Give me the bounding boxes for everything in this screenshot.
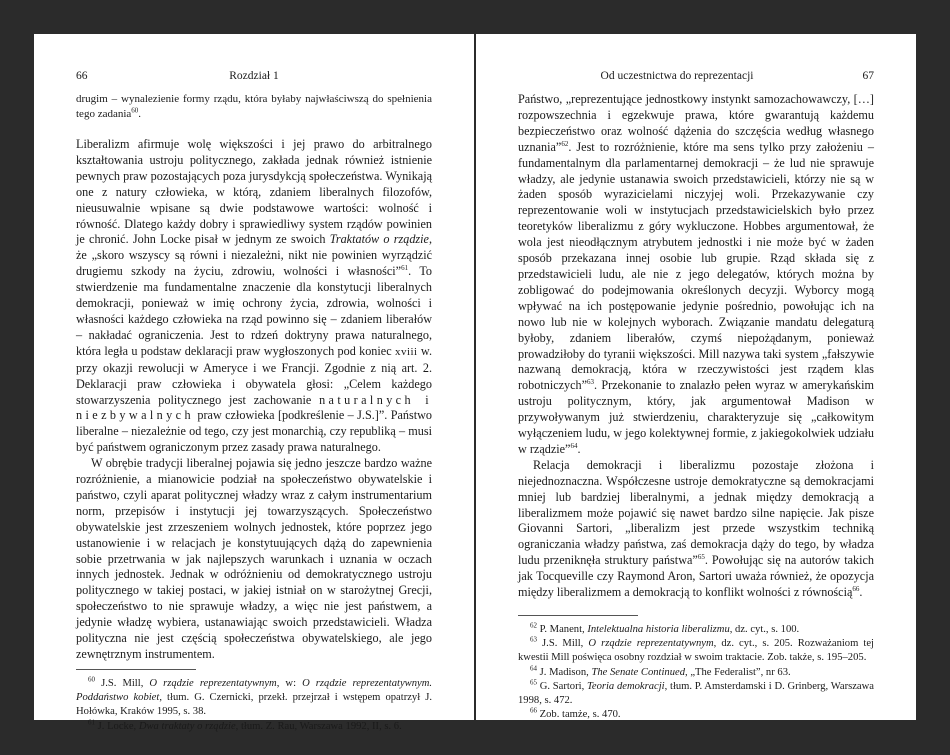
footnote-62: $^{62}$ P. Manent, Intelektualna historia liberalizmu, dz. cyt., s. 100. — [530, 621, 800, 635]
running-title-left: Rozdział 1 — [229, 70, 279, 82]
left-page — [34, 34, 474, 732]
footnote-65: $^{65}$ G. Sartori, Teoria demokracji, tłum. P. Amsterdamski i D. Grinberg, Warszawa 1998, s. 472. — [518, 678, 874, 707]
footnote-ref-66[interactable]: 66 — [852, 585, 860, 594]
footnote-ref-62[interactable]: 62 — [561, 139, 569, 148]
page-number-left: 66 — [76, 70, 88, 82]
footnotes-right — [518, 623, 874, 722]
footnote-63: $^{63}$ J.S. Mill, O rządzie reprezentatywnym, dz. cyt., s. 205. Rozważaniom tej kwestii Mill poświęca osobny rozdział w swoim traktacie. Zob. także, s. 195–205. — [518, 635, 874, 664]
footnote-64: $^{64}$ J. Madison, The Senate Continued, „The Federalist”, nr 63. — [530, 664, 791, 678]
footnote-ref-64[interactable]: 64 — [570, 441, 578, 450]
paragraph-civil-society: W obrębie tradycji liberalnej pojawia się jedno jeszcze bardzo ważne rozróżnienie, a mianowicie podział na społeczeństwo obywatelskie i państwo, czyli aparat politycznej władzy wraz z całym instrumentarium norm, przepisów i instytucji jej towarzyszących. Społeczeństwo obywatelskie jest zrzeszeniem wolnych jednostek, które poprzez jego ustanowienie i w relacjach je konstytuujących dążą do zapewnienia sobie przetrwania w jak najlepszych warunkach i uznania w oczach innych jednostek. Jednak w odróżnieniu od demokratycznego ustroju politycznego w takiej postaci, w jakiej istniał on w starożytnej Grecji, społeczeństwo to nie sprawuje władzy, a więc nie jest państwem, a jedynie władzę wybiera, ustanawiając swoich przedstawicieli. Władza polityczna nie jest częścią społeczeństwa obywatelskiego, ale jego zewnętrznym instrumentem. — [76, 456, 432, 661]
paragraph-democracy-liberalism: Relacja demokracji i liberalizmu pozostaje złożona i niejednoznaczna. Współczesne ustroje demokratyczne są demokracjami mniej lub bardziej liberalnymi, a jednak między demokracją a liberalizmem może pojawić się nawet bardzo silne napięcie. Jak pisze Giovanni Sartori, „liberalizm jest przede wszystkim techniką ograniczania władzy państwa, zaś demokracja dąży do tego, by władza ludu przeniknęła struktury państwa”$^{65}$. Powołując się na autorów takich jak Tocqueville czy Raymond Aron, Sartori uważa również, że opozycja między liberalizmem a demokracją to konflikt wolności z równością$^{66}$. — [518, 457, 874, 600]
footnote-divider — [518, 615, 638, 616]
left-body — [76, 92, 432, 734]
footnote-ref-63[interactable]: 63 — [587, 378, 595, 387]
footnote-ref-65[interactable]: 65 — [697, 553, 705, 562]
page-number-right: 67 — [862, 70, 874, 82]
footnote-61: $^{61}$ J. Locke, Dwa traktaty o rządzie, tłum. Z. Rau, Warszawa 1992, II, s. 6. — [88, 717, 402, 732]
left-running-head — [76, 68, 432, 84]
right-page — [476, 34, 916, 720]
right-running-head — [518, 68, 874, 84]
footnote-66: $^{66}$ Zob. tamże, s. 470. — [530, 706, 621, 721]
footnote-ref-61[interactable]: 61 — [401, 264, 409, 273]
running-title-right: Od uczestnictwa do reprezentacji — [600, 70, 754, 82]
footnotes-left — [76, 677, 432, 734]
paragraph-liberalism: Liberalizm afirmuje wolę większości i jej prawo do arbitralnego kształtowania ustroju politycznego, zakłada jednak również istnienie pewnych praw pozostających poza jurysdykcją społeczeństwa. Wynikają one z natury człowieka, w którą, zdaniem liberalnych filozofów, nieusuwalnie wpisane są dwie podstawowe wartości: wolność i równość. Dlatego każdy dobry i sprawiedliwy system rządów powinien je chronić. John Locke pisał w jednym ze swoich Traktatów o rządzie, że „skoro wszyscy są równi i niezależni, nikt nie powinien wyrządzić drugiemu szkody na życiu, zdrowiu, wolności i własności”$^{61}$. To stwierdzenie ma fundamentalne znaczenie dla konstytucji liberalnych demokracji, ponieważ w imię ochrony życia, zdrowia, wolności i własności każdego człowieka na rząd powinno się – zdaniem liberałów – nakładać ograniczenia. Jest to rdzeń doktryny prawa naturalnego, która legła u podstaw deklaracji praw wygłoszonych pod koniec xviii w. przy okazji rewolucji w Ameryce i we Francji. Zgodnie z nią art. 2. Deklaracji praw człowieka i obywatela głosi: „Celem każdego stowarzyszenia politycznego jest zachowanie naturalnych i niezbywalnych praw człowieka [podkreślenie – J.S.]”. Państwo liberalne – niezależnie od tego, czy jest monarchią, czy republiką – musi być państwem ograniczonym przez zasady prawa naturalnego. — [76, 137, 433, 455]
paragraph-state: Państwo, „reprezentujące jednostkowy instynkt samozachowawczy, […] rozpowszechnia i egzekwuje prawa, które gwarantują każdemu bezpieczeństwo oraz wolność dążenia do szczęścia według własnego uznania”$^{62}$. Jest to rozróżnienie, które ma sens tylko przy założeniu – fundamentalnym dla parlamentarnej demokracji – że lud nie sprawuje władzy, ale jedynie ustanawia swoich przedstawicieli, którzy nie są w żaden sposób wyrazicielami niczyjej woli. Przekazywanie czy reprezentowanie woli w instytucjach przedstawicielskich było przez teoretyków liberalizmu z góry wykluczone. Hobbes argumentował, że wola jest nieodłącznym atrybutem jednostki i nie może być w żaden sposób przekazana innej osobie lub grupie. Rząd składa się z przedstawicieli ludu, ale nie z jego delegatów, których można by zobligować do podejmowania określonych decyzji. Wyborcy mogą wpływać na ich postępowanie jedynie pośrednio, powołując ich na nowo lub nie w kolejnych wyborach. Związanie mandatu delegaturą byłoby, zdaniem liberałów, czymś niepożądanym, ponieważ prowadziłoby do tyranii większości. Mill nazywa taki system „fałszywie nazwaną demokracją, która w rzeczywistości jest rządem klas robotniczych”$^{63}$. Przekonanie to znalazło pełen wyraz w amerykańskim ustroju politycznym, który, jak argumentował Madison w przywoływanym już stwierdzeniu, charakteryzuje się „całkowitym wyłączeniem ludu, w jego kolektywnej formie, z jakiegokolwiek udziału w rządzie”$^{64}$. — [518, 92, 874, 456]
right-body — [518, 92, 874, 722]
footnote-60: $^{60}$ J.S. Mill, O rządzie reprezentatywnym, w: O rządzie reprezentatywnym. Poddaństwo kobiet, tłum. G. Czernicki, przekł. przejrzał i wstępem opatrzył J. Hołówka, Kraków 1995, s. 38. — [76, 675, 433, 718]
footnote-divider — [76, 669, 196, 670]
footnote-continuation: drugim – wynalezienie formy rządu, która byłaby najwłaściwszą do spełnienia tego zadania$^{60}$. — [76, 93, 432, 120]
